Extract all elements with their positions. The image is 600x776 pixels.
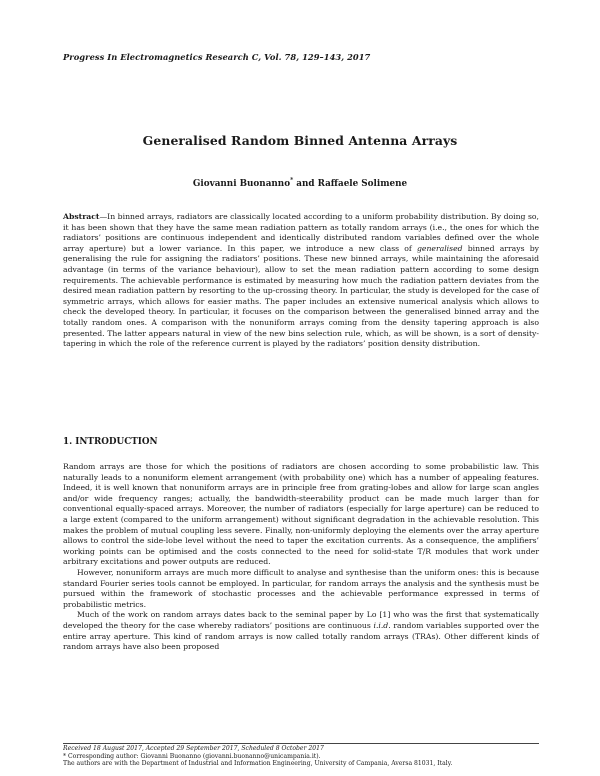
paragraph-3-part1: Much of the work on random arrays dates back to the seminal paper by Lo [1] who was the first that systematically developed the theory for the case whereby radiators’ positions are continuous: [63, 610, 539, 630]
corresponding-author-marker: *: [290, 177, 294, 184]
abstract: [63, 212, 539, 350]
paragraph-2: However, nonuniform arrays are much more difficult to analyse and synthesise than the uniform ones: this is because standard Fourier series tools cannot be employed. In particular, for random arrays the analysis and the synthesis must be pursued within the framework of stochastic processes and the achievable performance expressed in terms of probabilistic metrics.: [63, 567, 539, 609]
paper-title: Generalised Random Binned Antenna Arrays: [142, 133, 458, 148]
paragraph-1: Random arrays are those for which the positions of radiators are chosen according to some probabilistic law. This naturally leads to a nonuniform element arrangement (with probability one) which has a number of appealing features. Indeed, it is well known that nonuniform arrays are in principle free from grating-lobes and allow for large scan angles and/or wide frequency ranges; actually, the bandwidth-steerability product can be made much larger than for conventional equally-spaced arrays. Moreover, the number of radiators (especially for large aperture) can be reduced to a large extent (compared to the uniform arrangement) without significant degradation in the achievable resolution. This makes the problem of mutual coupling less severe. Finally, non-uniformly deploying the elements over the array aperture allows to control the side-lobe level without the need to taper the excitation currents. As a consequence, the amplifiers’ working points can be optimised and the costs connected to the need for solid-state T/R modules that work under arbitrary excitations and power outputs are reduced.: [63, 462, 539, 567]
other-authors: and Raffaele Solimene: [293, 179, 408, 189]
paragraph-3-emphasis: i.i.d.: [373, 620, 391, 630]
journal-header: Progress In Electromagnetics Research C, Vol. 78, 129–143, 2017: [63, 52, 371, 62]
affiliation-note: The authors are with the Department of Industrial and Information Engineering, University of Campania, Aversa 81031, Italy.: [63, 760, 453, 768]
introduction-body: [63, 462, 539, 653]
abstract-text-part2: binned arrays by generalising the rule for assigning the radiators’ positions. These new binned arrays, while maintaining the aforesaid advantage (in terms of the variance behaviour), allow to set the mean radiation pattern according to some design requirements. The achievable performance is estimated by measuring how much the radiation pattern deviates from the desired mean radiation pattern by resorting to the up-crossing theory. In particular, the study is developed for the case of symmetric arrays, which allows for easier maths. The paper includes an extensive numerical analysis which allows to check the developed theory. In particular, it focuses on the comparison between the generalised binned array and the totally random ones. A comparison with the nonuniform arrays coming from the density tapering approach is also presented. The latter appears natural in view of the new bins selection rule, which, as will be shown, is a sort of density-tapering in which the role of the reference current is played by the radiators’ position density distribution.: [63, 243, 539, 349]
abstract-text-part1: —In binned arrays, radiators are classically located according to a uniform probability distribution. By doing so, it has been shown that they have the same mean radiation pattern as totally random arrays (i.e., the ones for which the radiators’ positions are continuous independent and identically distributed random variables defined over the whole array aperture) but a lower variance. In this paper, we introduce a new class of: [63, 212, 539, 253]
received-dates: Received 18 August 2017, Accepted 29 September 2017, Scheduled 8 October 2017: [63, 745, 324, 752]
abstract-label: Abstract: [63, 212, 100, 221]
section-heading-introduction: 1. INTRODUCTION: [63, 437, 158, 447]
paragraph-3-part2: random variables supported over the entire array aperture. This kind of random arrays is now called totally random arrays (TRAs). Other different kinds of random arrays have also been proposed: [63, 620, 540, 652]
corresponding-author-note: * Corresponding author: Giovanni Buonanno (giovanni.buonanno@unicampania.it).: [63, 752, 321, 760]
footnotes: [63, 745, 539, 768]
footnote-rule: [63, 743, 539, 744]
paragraph-3: [63, 610, 539, 652]
abstract-emphasis: generalised: [416, 243, 463, 253]
first-author: Giovanni Buonanno: [192, 179, 291, 189]
author-line: [0, 177, 600, 189]
